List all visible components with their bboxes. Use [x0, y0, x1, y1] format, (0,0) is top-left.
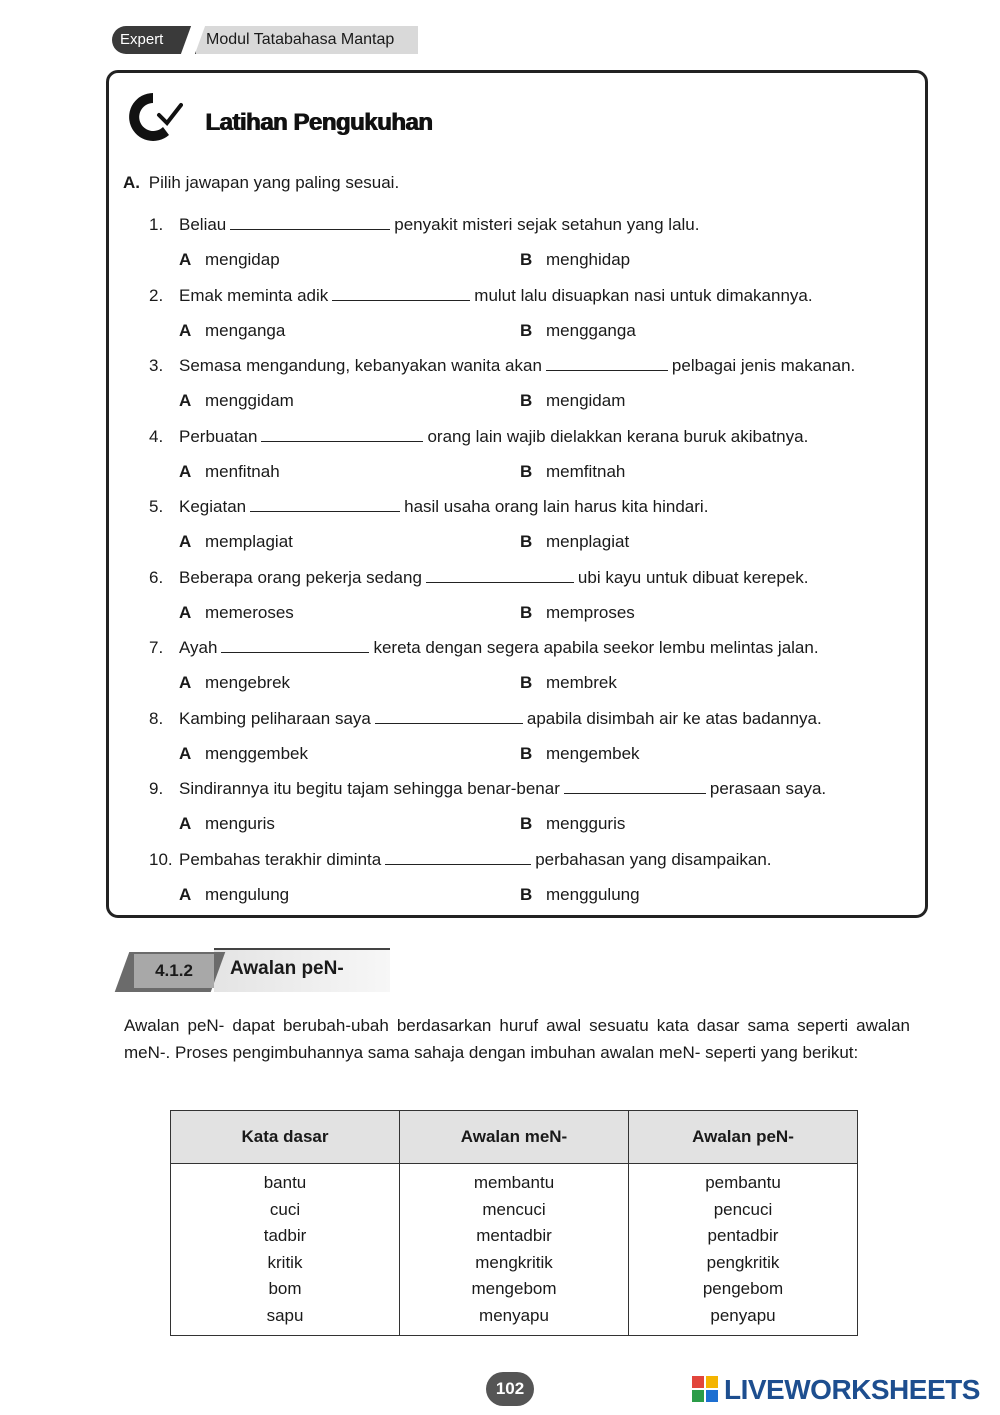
exercise-box	[106, 70, 928, 918]
option-letter: A	[179, 320, 192, 340]
exercise-title: Latihan Pengukuhan	[205, 109, 433, 136]
option-letter: A	[179, 391, 192, 410]
question-4	[149, 427, 808, 447]
option-text: menghidap	[546, 250, 631, 269]
question-number: 6.	[149, 567, 164, 587]
question-text-after: perbahasan yang disampaikan.	[535, 849, 772, 869]
option-b[interactable]	[520, 321, 636, 341]
option-letter: B	[520, 884, 533, 904]
question-text-before: Kegiatan	[179, 497, 247, 516]
section-header	[122, 948, 390, 992]
option-a[interactable]	[179, 885, 289, 905]
question-8	[149, 709, 822, 729]
option-letter: A	[179, 673, 192, 692]
question-number: 5.	[149, 497, 164, 516]
answer-blank[interactable]	[385, 862, 531, 865]
question-10	[149, 850, 772, 870]
question-text-before: Perbuatan	[179, 426, 258, 446]
question-text-after: pelbagai jenis makanan.	[671, 356, 856, 375]
option-b[interactable]	[520, 744, 640, 764]
table-cell-word: pencuci	[713, 1199, 773, 1219]
option-a[interactable]	[179, 321, 285, 341]
question-text-after: penyakit misteri sejak setahun yang lalu.	[394, 215, 700, 234]
question-text-before: Beliau	[179, 215, 227, 234]
option-letter: B	[520, 320, 533, 340]
option-text: mengguris	[546, 814, 626, 833]
option-a[interactable]	[179, 673, 290, 693]
imbuhan-table	[170, 1110, 858, 1336]
table-header-row	[171, 1111, 858, 1164]
option-b[interactable]	[520, 250, 630, 270]
option-a[interactable]	[179, 391, 294, 411]
question-text-after: hasil usaha orang lain harus kita hindari.	[404, 497, 709, 516]
option-a[interactable]	[179, 462, 280, 482]
question-3	[149, 356, 855, 376]
question-1	[149, 215, 700, 235]
option-b[interactable]	[520, 673, 617, 693]
option-a[interactable]	[179, 814, 275, 834]
question-text-before: Beberapa orang pekerja sedang	[179, 567, 422, 587]
option-a[interactable]	[179, 250, 280, 270]
option-text: mengembek	[546, 743, 640, 763]
section-paragraph: Awalan peN- dapat berubah-ubah berdasarkan huruf awal sesuatu kata dasar sama seperti awalan meN-. Proses pengimbuhannya sama sahaja dengan imbuhan awalan meN- seperti yang berikut:	[124, 1016, 910, 1062]
option-text: membrek	[546, 673, 617, 692]
header-awalan-pen: Awalan peN-	[629, 1111, 858, 1164]
question-number: 7.	[149, 638, 164, 657]
liveworksheets-logo	[692, 1372, 980, 1408]
option-letter: B	[520, 743, 533, 763]
question-text-before: Semasa mengandung, kebanyakan wanita akan	[179, 356, 542, 375]
option-a[interactable]	[179, 532, 293, 552]
table-cell-word: bantu	[263, 1173, 307, 1192]
table-cell-word: tadbir	[263, 1226, 307, 1245]
question-text-after: apabila disimbah air ke atas badannya.	[526, 708, 822, 728]
option-a[interactable]	[179, 744, 308, 764]
answer-blank[interactable]	[221, 650, 369, 653]
option-text: mengebrek	[205, 673, 291, 692]
option-letter: A	[179, 461, 192, 481]
section-title: Awalan peN-	[230, 958, 344, 979]
option-text: menggembek	[205, 743, 309, 763]
table-cell-word: mentadbir	[476, 1226, 552, 1245]
option-letter: B	[520, 532, 533, 551]
option-text: menggulung	[546, 884, 640, 904]
question-text-after: perasaan saya.	[709, 779, 827, 798]
question-number: 2.	[149, 285, 164, 305]
table-cell-word: sapu	[266, 1305, 304, 1325]
option-b[interactable]	[520, 462, 625, 482]
liveworksheets-brand: LIVEWORKSHEETS	[724, 1374, 980, 1405]
option-text: menganga	[205, 320, 286, 340]
question-2	[149, 286, 813, 306]
option-a[interactable]	[179, 603, 294, 623]
question-6	[149, 568, 809, 588]
option-letter: A	[179, 250, 192, 269]
option-text: mengulung	[205, 884, 290, 904]
option-letter: A	[179, 743, 192, 763]
table-row	[171, 1164, 858, 1336]
option-letter: B	[520, 673, 533, 692]
question-number: 9.	[149, 779, 164, 798]
table-cell-word: penyapu	[710, 1305, 776, 1325]
option-b[interactable]	[520, 603, 635, 623]
option-letter: A	[179, 884, 192, 904]
table-cell-word: kritik	[267, 1252, 303, 1272]
table-cell-word: menyapu	[479, 1305, 549, 1325]
option-letter: B	[520, 391, 533, 410]
table-cell-word: pembantu	[705, 1173, 781, 1192]
table-cell-word: membantu	[473, 1173, 555, 1192]
instruction-letter: A.	[123, 173, 140, 192]
answer-blank[interactable]	[230, 227, 390, 230]
option-text: memplagiat	[205, 532, 293, 551]
answer-blank[interactable]	[332, 298, 470, 301]
option-text: menguris	[205, 814, 275, 833]
question-7	[149, 638, 819, 658]
option-letter: A	[179, 532, 192, 551]
option-letter: A	[179, 602, 192, 622]
option-text: menplagiat	[546, 532, 630, 551]
column-awalan-men	[400, 1164, 629, 1336]
module-title: Modul Tatabahasa Mantap	[196, 26, 418, 54]
header-awalan-men: Awalan meN-	[400, 1111, 629, 1164]
option-letter: B	[520, 250, 533, 269]
answer-blank[interactable]	[426, 580, 574, 583]
question-text-after: mulut lalu disuapkan nasi untuk dimakannya.	[474, 285, 813, 305]
option-b[interactable]	[520, 532, 629, 552]
expert-badge: Expert	[112, 26, 196, 54]
question-text-before: Kambing peliharaan saya	[179, 708, 371, 728]
option-letter: B	[520, 602, 533, 622]
question-text-before: Ayah	[179, 638, 218, 657]
answer-blank[interactable]	[250, 509, 400, 512]
question-9	[149, 779, 826, 799]
section-number: 4.1.2	[134, 954, 214, 988]
question-text-before: Pembahas terakhir diminta	[179, 849, 382, 869]
question-text-after: ubi kayu untuk dibuat kerepek.	[577, 567, 809, 587]
column-kata-dasar	[171, 1164, 400, 1336]
option-text: menfitnah	[205, 461, 280, 481]
option-letter: A	[179, 814, 192, 833]
option-text: memproses	[546, 602, 635, 622]
question-text-after: orang lain wajib dielakkan kerana buruk akibatnya.	[427, 426, 809, 446]
page-number: 102	[486, 1372, 534, 1406]
table-cell-word: pengkritik	[706, 1252, 780, 1272]
option-b[interactable]	[520, 885, 640, 905]
table-cell-word: mengebom	[471, 1279, 557, 1298]
question-text-after: kereta dengan segera apabila seekor lembu melintas jalan.	[373, 638, 819, 657]
question-number: 4.	[149, 426, 164, 446]
option-text: mengidam	[546, 391, 626, 410]
option-b[interactable]	[520, 391, 625, 411]
answer-blank[interactable]	[564, 791, 706, 794]
answer-blank[interactable]	[546, 368, 668, 371]
option-text: mengganga	[546, 320, 636, 340]
question-number: 10.	[149, 849, 173, 869]
column-awalan-pen	[629, 1164, 858, 1336]
option-text: memfitnah	[546, 461, 626, 481]
option-text: memeroses	[205, 602, 294, 622]
table-cell-word: pentadbir	[707, 1226, 779, 1245]
option-b[interactable]	[520, 814, 625, 834]
option-letter: B	[520, 461, 533, 481]
table-cell-word: mengkritik	[475, 1252, 553, 1272]
question-number: 3.	[149, 356, 164, 375]
table-cell-word: cuci	[269, 1199, 301, 1219]
question-text-before: Sindirannya itu begitu tajam sehingga benar-benar	[179, 779, 560, 798]
liveworksheets-icon	[692, 1376, 720, 1404]
latihan-logo-icon	[123, 87, 183, 147]
question-number: 8.	[149, 708, 164, 728]
table-cell-word: pengebom	[702, 1279, 784, 1298]
answer-blank[interactable]	[261, 439, 423, 442]
question-number: 1.	[149, 215, 164, 234]
option-text: menggidam	[205, 391, 294, 410]
header-kata-dasar: Kata dasar	[171, 1111, 400, 1164]
option-text: mengidap	[205, 250, 280, 269]
option-letter: B	[520, 814, 533, 833]
instruction	[123, 173, 399, 193]
table-cell-word: mencuci	[482, 1199, 546, 1219]
answer-blank[interactable]	[375, 721, 523, 724]
table-cell-word: bom	[268, 1279, 302, 1298]
module-header	[112, 24, 418, 56]
question-5	[149, 497, 708, 517]
instruction-text: Pilih jawapan yang paling sesuai.	[148, 173, 400, 192]
question-text-before: Emak meminta adik	[179, 285, 329, 305]
